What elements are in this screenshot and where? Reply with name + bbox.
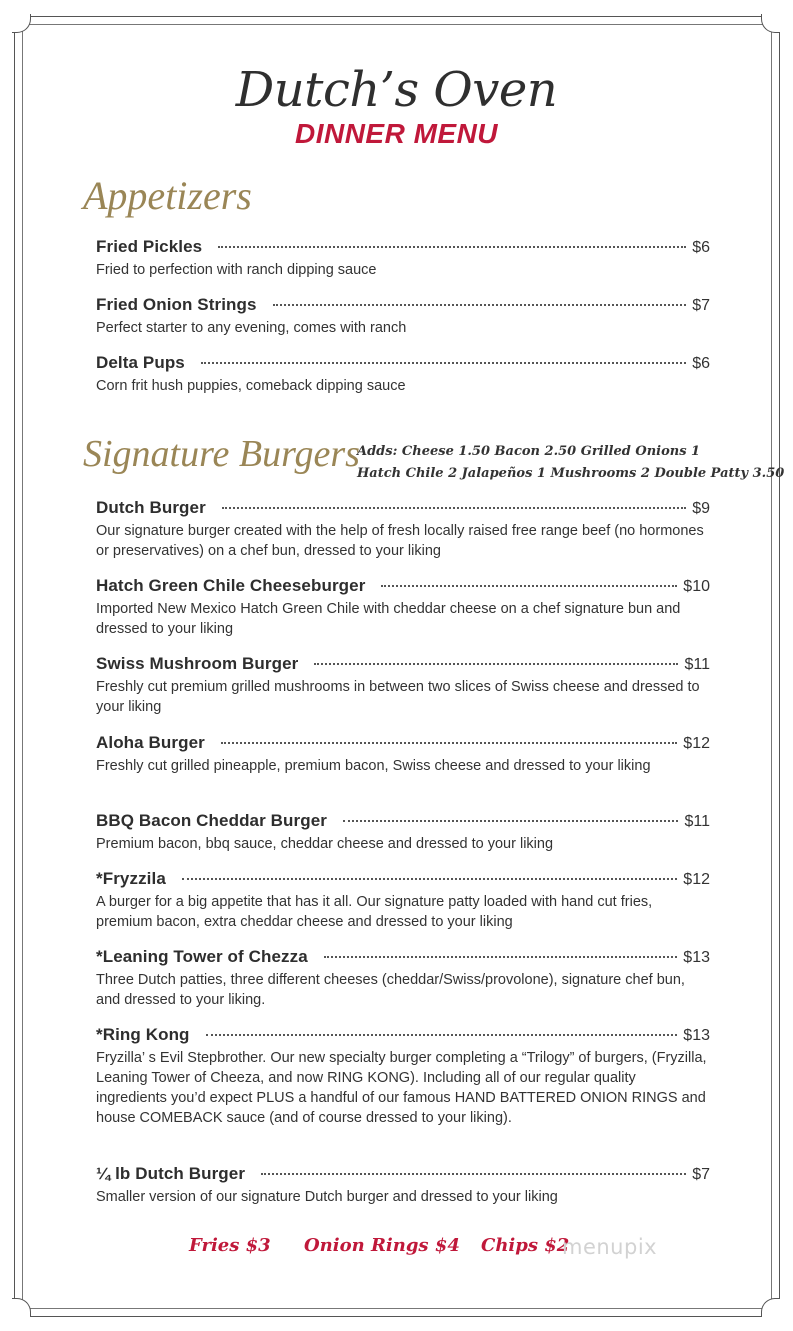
item-price: $11 [684, 656, 710, 673]
menu-item [96, 733, 710, 811]
item-name: Swiss Mushroom Burger [96, 654, 299, 673]
item-description: Smaller version of our signature Dutch burger and dressed to your liking [96, 1189, 558, 1205]
item-name: Aloha Burger [96, 733, 205, 752]
menu-item [96, 1025, 710, 1164]
item-description: Corn frit hush puppies, comeback dipping sauce [96, 378, 406, 394]
sides-row [0, 1235, 793, 1265]
item-name: BBQ Bacon Cheddar Burger [96, 811, 327, 830]
item-price: $7 [692, 297, 710, 314]
appetizers-heading: Appetizers [83, 173, 252, 218]
item-name: *Ring Kong [96, 1025, 190, 1044]
burger-addons [357, 441, 785, 485]
item-name: Fried Onion Strings [96, 295, 257, 314]
appetizer-list [96, 237, 710, 411]
dot-leader [222, 506, 686, 509]
side-fries: Fries $3 [189, 1235, 271, 1256]
item-description: Our signature burger created with the help of fresh locally raised free range beef (no hormones or preservatives) on a chef bun, dressed to your liking [96, 523, 704, 559]
item-description: Premium bacon, bbq sauce, cheddar cheese and dressed to your liking [96, 836, 554, 852]
menu-item [96, 353, 710, 411]
restaurant-name: Dutch’s Oven [235, 62, 558, 118]
item-description: Freshly cut grilled pineapple, premium bacon, Swiss cheese and dressed to your liking [96, 758, 651, 774]
menu-item [96, 237, 710, 295]
menu-item [96, 869, 710, 947]
dot-leader [343, 819, 678, 822]
item-price: $7 [692, 1166, 710, 1183]
menu-item [96, 1164, 710, 1214]
burgers-heading: Signature Burgers [83, 433, 360, 475]
watermark-logo: menupix [562, 1235, 658, 1259]
menu-item [96, 576, 710, 654]
burger-list [96, 498, 710, 1214]
addons-line: Adds: Cheese 1.50 Bacon 2.50 Grilled Onions 1 [357, 444, 701, 459]
item-description: A burger for a big appetite that has it all. Our signature patty loaded with hand cut fries, premium bacon, extra cheddar cheese and dressed to your liking [96, 894, 653, 930]
item-description: Fryzilla’ s Evil Stepbrother. Our new specialty burger completing a “Trilogy” of burgers, (Fryzilla, Leaning Tower of Cheeza, and now RING KONG). Including all of our regular quality ingredients you’d expect PLUS a handful of our famous HAND BATTERED ONION RINGS and house COMEBACK sauce (and of course dressed to your liking). [96, 1050, 707, 1126]
item-price: $11 [684, 813, 710, 830]
item-price: $13 [683, 949, 710, 966]
side-chips: Chips $2 [481, 1235, 570, 1256]
item-price: $10 [683, 578, 710, 595]
dot-leader [381, 584, 677, 587]
item-name: Dutch Burger [96, 498, 206, 517]
item-price: $12 [683, 735, 710, 752]
menu-item [96, 295, 710, 353]
dot-leader [201, 361, 686, 364]
side-onion-rings: Onion Rings $4 [304, 1235, 460, 1256]
item-description: Perfect starter to any evening, comes with ranch [96, 320, 407, 336]
dot-leader [314, 662, 678, 665]
dot-leader [206, 1033, 678, 1036]
item-name: *Fryzzila [96, 869, 166, 888]
item-price: $9 [692, 500, 710, 517]
item-name: ¼ lb Dutch Burger [96, 1164, 246, 1183]
dot-leader [261, 1172, 686, 1175]
item-description: Three Dutch patties, three different cheeses (cheddar/Swiss/provolone), signature chef bun, and dressed to your liking. [96, 972, 685, 1008]
item-description: Fried to perfection with ranch dipping sauce [96, 262, 377, 278]
menu-item [96, 654, 710, 733]
item-name: Hatch Green Chile Cheeseburger [96, 576, 366, 595]
addons-line: Hatch Chile 2 Jalapeños 1 Mushrooms 2 Double Patty 3.50 [357, 466, 785, 481]
item-name: *Leaning Tower of Chezza [96, 947, 308, 966]
item-price: $6 [692, 355, 710, 372]
item-price: $12 [683, 871, 710, 888]
item-price: $6 [692, 239, 710, 256]
dot-leader [218, 245, 686, 248]
dot-leader [273, 303, 687, 306]
menu-item [96, 498, 710, 576]
dot-leader [221, 741, 677, 744]
item-price: $13 [683, 1027, 710, 1044]
menu-item [96, 947, 710, 1025]
dot-leader [324, 955, 678, 958]
item-name: Delta Pups [96, 353, 185, 372]
item-description: Imported New Mexico Hatch Green Chile with cheddar cheese on a chef signature bun and dressed to your liking [96, 601, 681, 637]
item-description: Freshly cut premium grilled mushrooms in between two slices of Swiss cheese and dressed to your liking [96, 679, 700, 715]
menu-title: DINNER MENU [294, 118, 499, 149]
menu-item [96, 811, 710, 869]
dot-leader [182, 877, 677, 880]
item-name: Fried Pickles [96, 237, 203, 256]
